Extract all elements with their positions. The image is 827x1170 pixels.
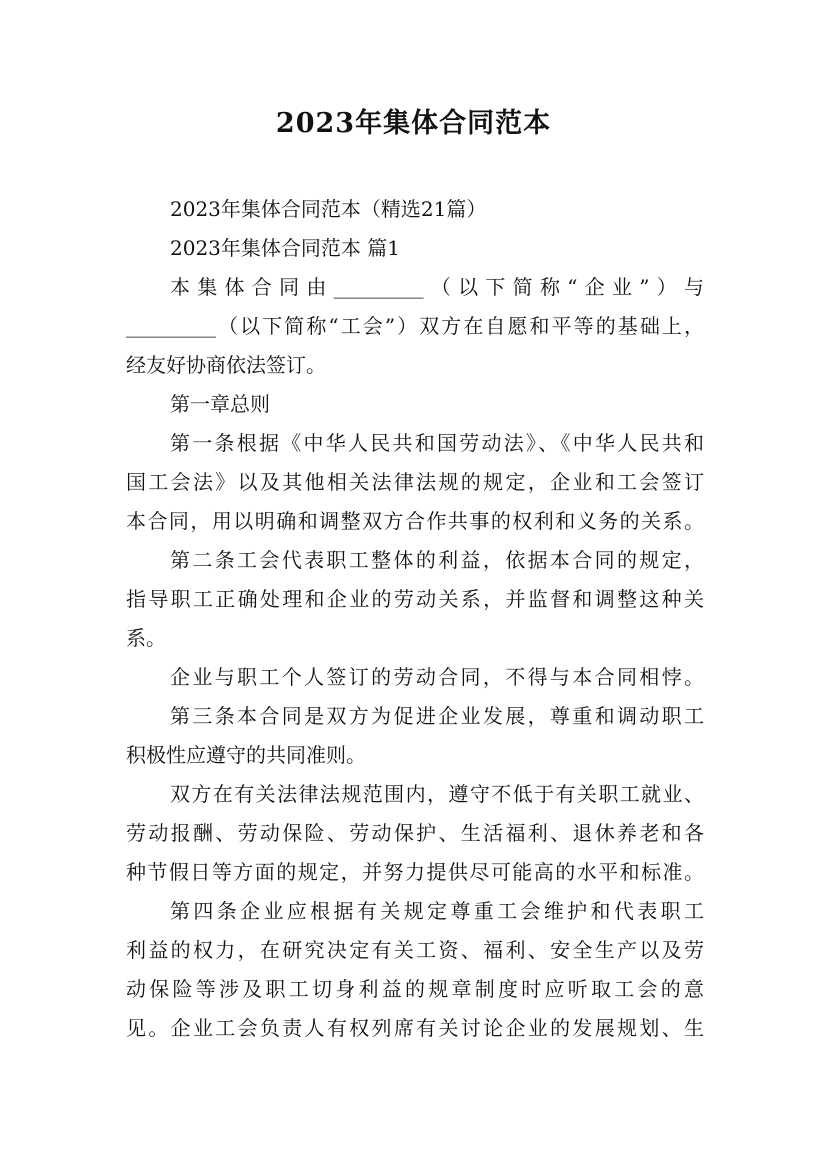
body-line-clause3-5: 种节假日等方面的规定，并努力提供尽可能高的水平和标准。 [126,860,704,884]
body-line-clause4-4: 见。企业工会负责人有权列席有关讨论企业的发展规划、生 [126,1016,704,1040]
body-line-chapter-heading: 第一章总则 [170,392,270,416]
body-line-clause1-3: 本合同，用以明确和调整双方合作共事的权利和义务的关系。 [126,509,704,533]
body-line-clause2-1: 第二条工会代表职工整体的利益，依据本合同的规定， [170,548,704,572]
body-line-intro-1: 本集体合同由_________（以下简称“企业”）与 [170,275,704,299]
body-line-clause2-2: 指导职工正确处理和企业的劳动关系，并监督和调整这种关 [126,587,704,611]
body-line-subtitle: 2023年集体合同范本（精选21篇） [170,197,487,221]
body-line-clause2-3: 系。 [126,626,166,650]
body-line-intro-2: _________（以下简称“工会”）双方在自愿和平等的基础上， [126,314,704,338]
body-line-clause2-4: 企业与职工个人签订的劳动合同，不得与本合同相悖。 [170,665,704,689]
document-title: 2023年集体合同范本 [275,108,552,139]
body-line-clause3-1: 第三条本合同是双方为促进企业发展，尊重和调动职工 [170,704,704,728]
body-line-article-heading: 2023年集体合同范本 篇1 [170,236,400,260]
body-line-clause1-2: 国工会法》以及其他相关法律法规的规定，企业和工会签订 [126,470,704,494]
body-line-clause3-4: 劳动报酬、劳动保险、劳动保护、生活福利、退休养老和各 [126,821,704,845]
body-line-intro-3: 经友好协商依法签订。 [126,353,326,377]
body-line-clause4-3: 动保险等涉及职工切身利益的规章制度时应听取工会的意 [126,977,704,1001]
document-body [126,190,704,1048]
body-line-clause3-2: 积极性应遵守的共同准则。 [126,743,366,767]
body-line-clause4-2: 利益的权力，在研究决定有关工资、福利、安全生产以及劳 [126,938,704,962]
body-line-clause3-3: 双方在有关法律法规范围内，遵守不低于有关职工就业、 [170,782,704,806]
body-line-clause1-1: 第一条根据《中华人民共和国劳动法》、《中华人民共和 [170,431,704,455]
body-line-clause4-1: 第四条企业应根据有关规定尊重工会维护和代表职工 [170,899,704,923]
